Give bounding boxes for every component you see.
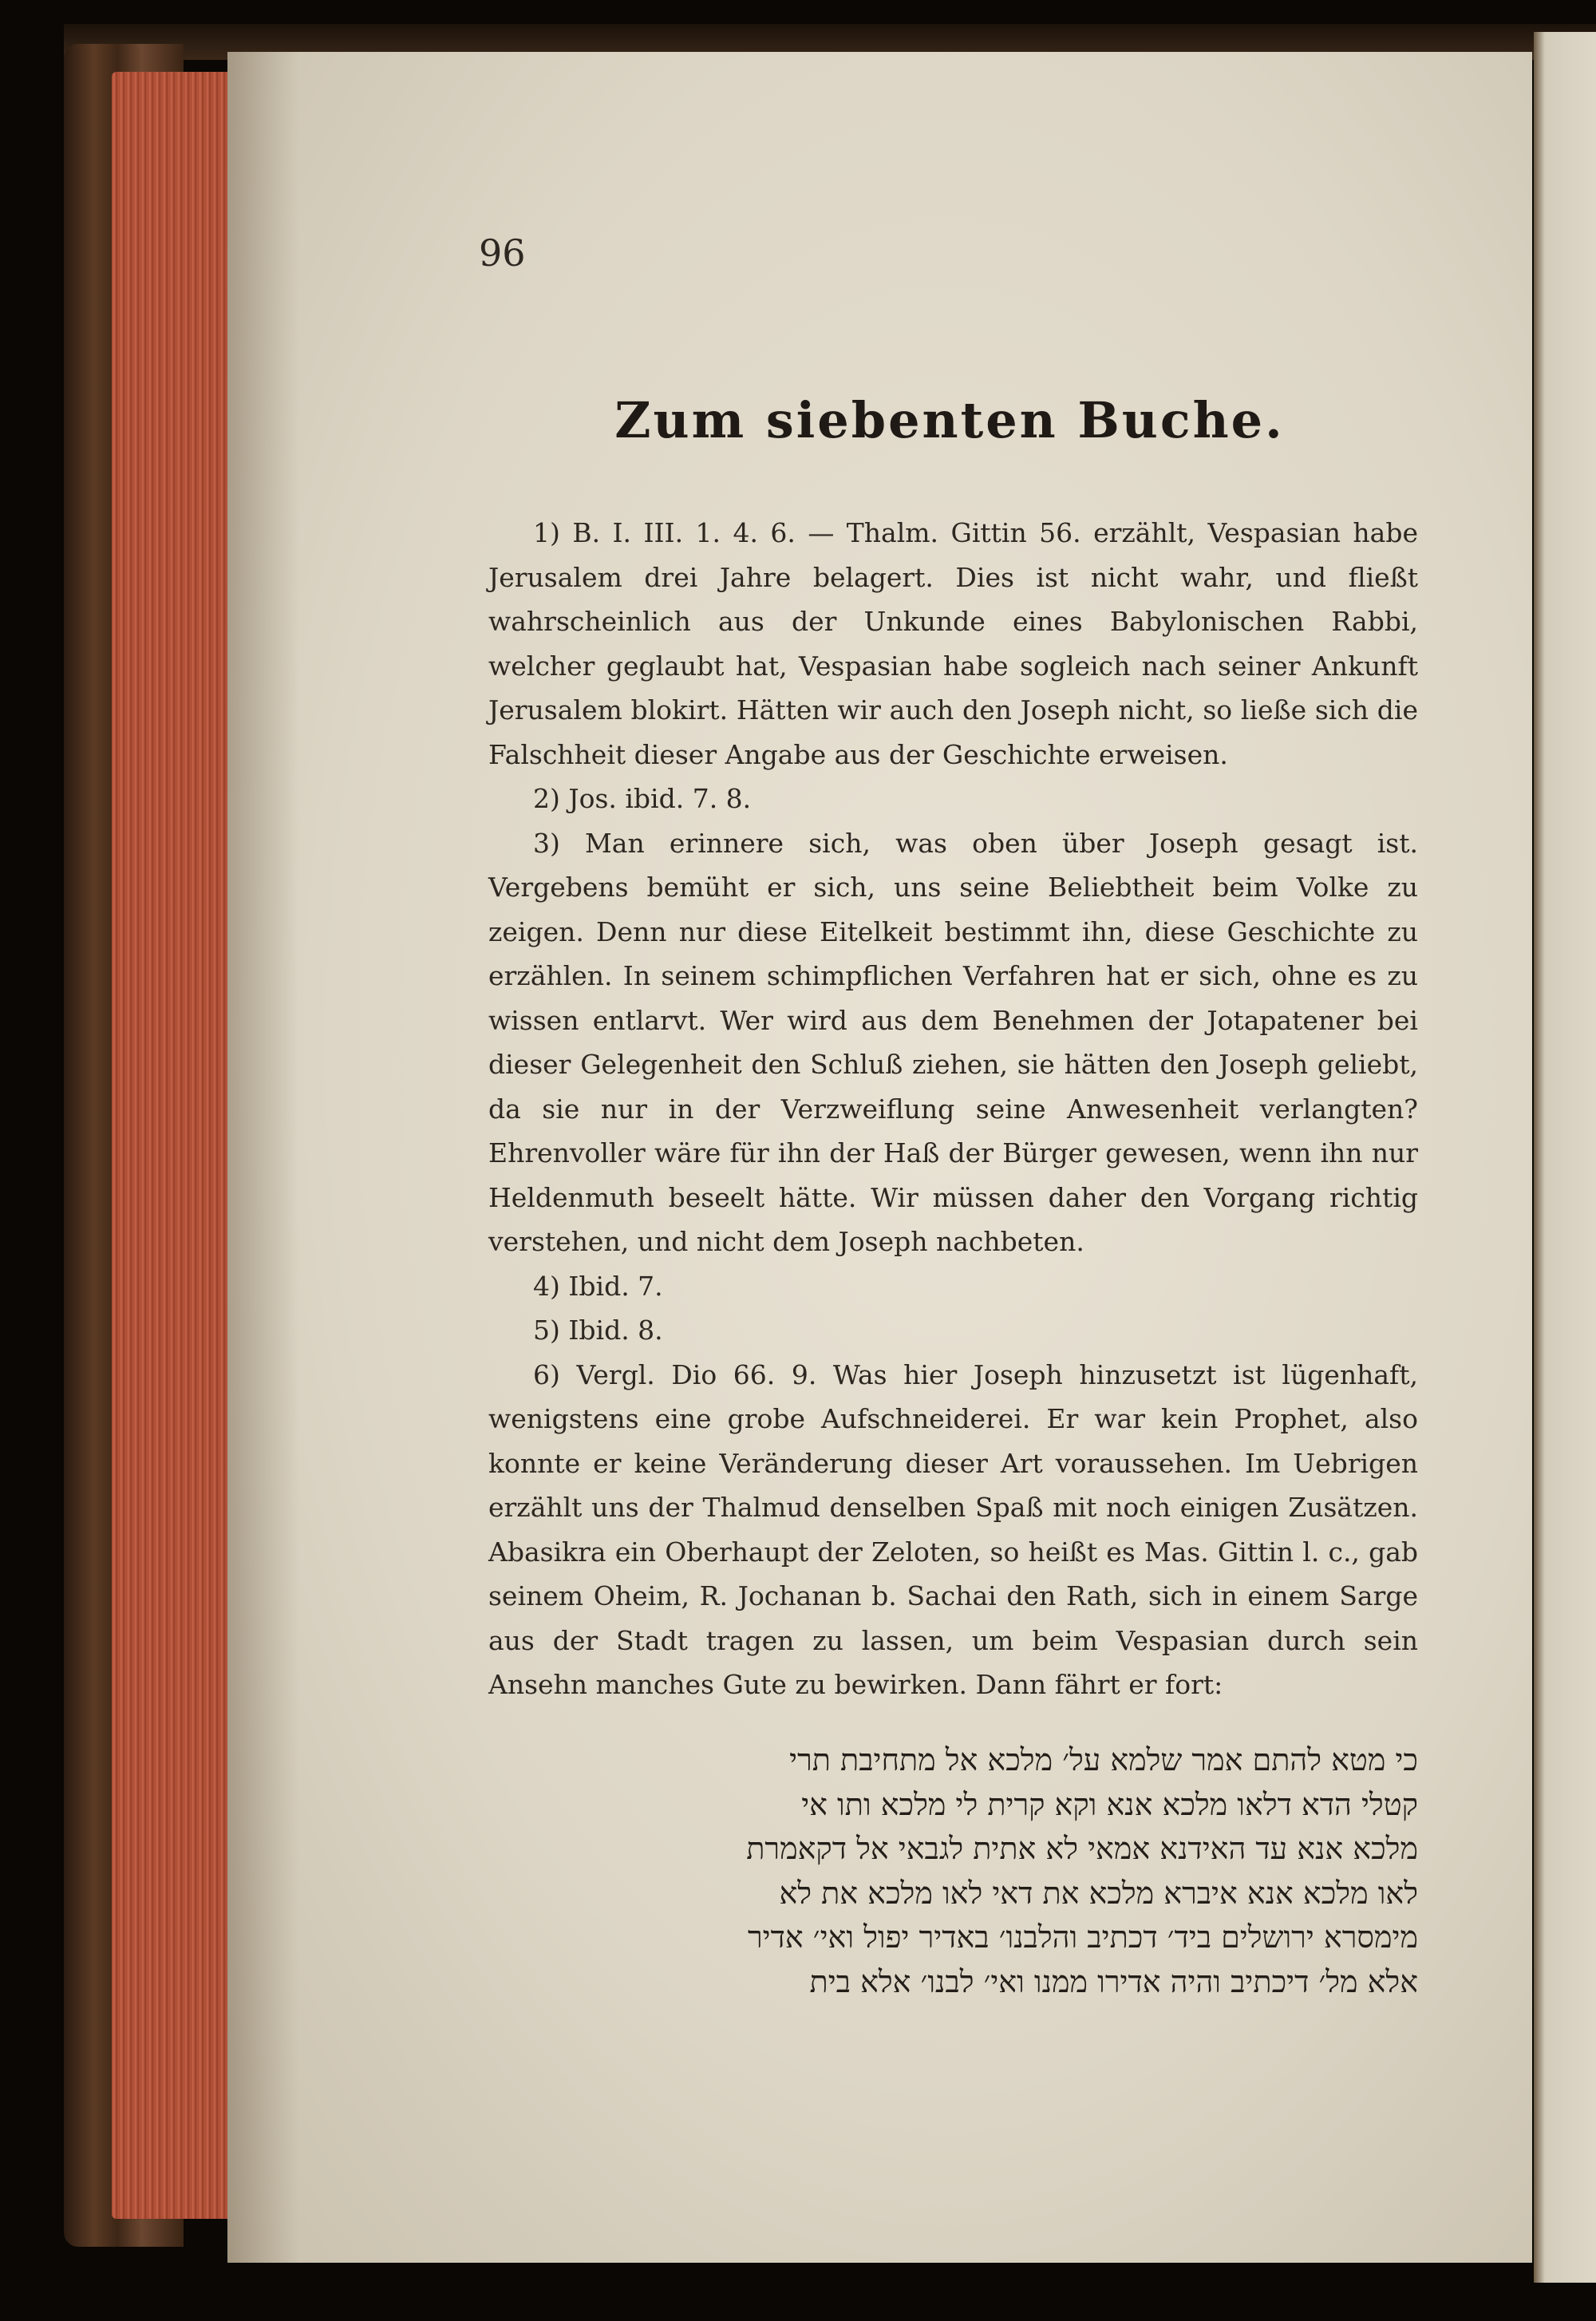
hebrew-line: מלכא אנא עד האידנא אמאי לא אתית לגבאי אל דקאמרת [746, 1831, 1418, 1866]
page-number: 96 [479, 231, 526, 275]
note-3: 3) Man erinnere sich, was oben über Joseph gesagt ist. Vergebens bemüht er sich, uns seine Beliebtheit beim Volke zu zeigen. Denn nur diese Eitelkeit bestimmt ihn, diese Geschichte zu erzählen. In seinem schimpflichen Verfahren hat er sich, ohne es zu wissen entlarvt. Wer wird aus dem Benehmen der Jotapatener bei dieser Gelegenheit den Schluß ziehen, sie hätten den Joseph geliebt, da sie nur in der Verzweiflung seine Anwesenheit verlangten? Ehrenvoller wäre für ihn der Haß der Bürger gewesen, wenn ihn nur Heldenmuth beseelt hätte. Wir müssen daher den Vorgang richtig verstehen, und nicht dem Joseph nachbeten. [488, 827, 1418, 1257]
hebrew-line: כי מטא להתם אמר שלמא על׳ מלכא אל מתחיבת תרי [789, 1742, 1418, 1777]
hebrew-quotation [488, 1738, 1418, 2004]
note-4: 4) Ibid. 7. [533, 1270, 663, 1302]
footnotes-body [488, 511, 1418, 1707]
facing-page-edge [1534, 32, 1596, 2283]
page-title: Zum siebenten Buche. [614, 391, 1285, 449]
page-gutter-shadow [227, 52, 299, 2263]
hebrew-line: קטלי הדא דלאו מלכא אנא וקא קרית לי מלכא ותו אי [801, 1786, 1418, 1822]
page-block-edges [112, 72, 235, 2219]
note-5: 5) Ibid. 8. [533, 1315, 663, 1346]
hebrew-line: לאו מלכא אנא איברא מלכא את דאי לאו מלכא את לא [779, 1875, 1418, 1911]
hebrew-line: מימסרא ירושלים ביד׳ דכתיב והלבנו׳ באדיר יפול ואי׳ אדיר [748, 1920, 1418, 1955]
hebrew-line: אלא מל׳ דיכתיב והיה אדירו ממנו ואי׳ לבנו׳ אלא בית [809, 1963, 1418, 1999]
note-1: 1) B. I. III. 1. 4. 6. — Thalm. Gittin 56. erzählt, Vespasian habe Jerusalem drei Jahre belagert. Dies ist nicht wahr, und fließt wahrscheinlich aus der Unkunde eines Babylonischen Rabbi, welcher geglaubt hat, Vespasian habe sogleich nach seiner Ankunft Jerusalem blokirt. Hätten wir auch den Joseph nicht, so ließe sich die Falschheit dieser Angabe aus der Geschichte erweisen. [488, 517, 1418, 770]
note-2: 2) Jos. ibid. 7. 8. [533, 783, 752, 814]
note-6: 6) Vergl. Dio 66. 9. Was hier Joseph hinzusetzt ist lügenhaft, wenigstens eine grobe Aufschneiderei. Er war kein Prophet, also konnte er keine Veränderung dieser Art voraussehen. Im Uebrigen erzählt uns der Thalmud denselben Spaß mit noch einigen Zusätzen. Abasikra ein Oberhaupt der Zeloten, so heißt es Mas. Gittin l. c., gab seinem Oheim, R. Jochanan b. Sachai den Rath, sich in einem Sarge aus der Stadt tragen zu lassen, um beim Vespasian durch sein Ansehn manches Gute zu bewirken. Dann fährt er fort: [488, 1358, 1418, 1700]
